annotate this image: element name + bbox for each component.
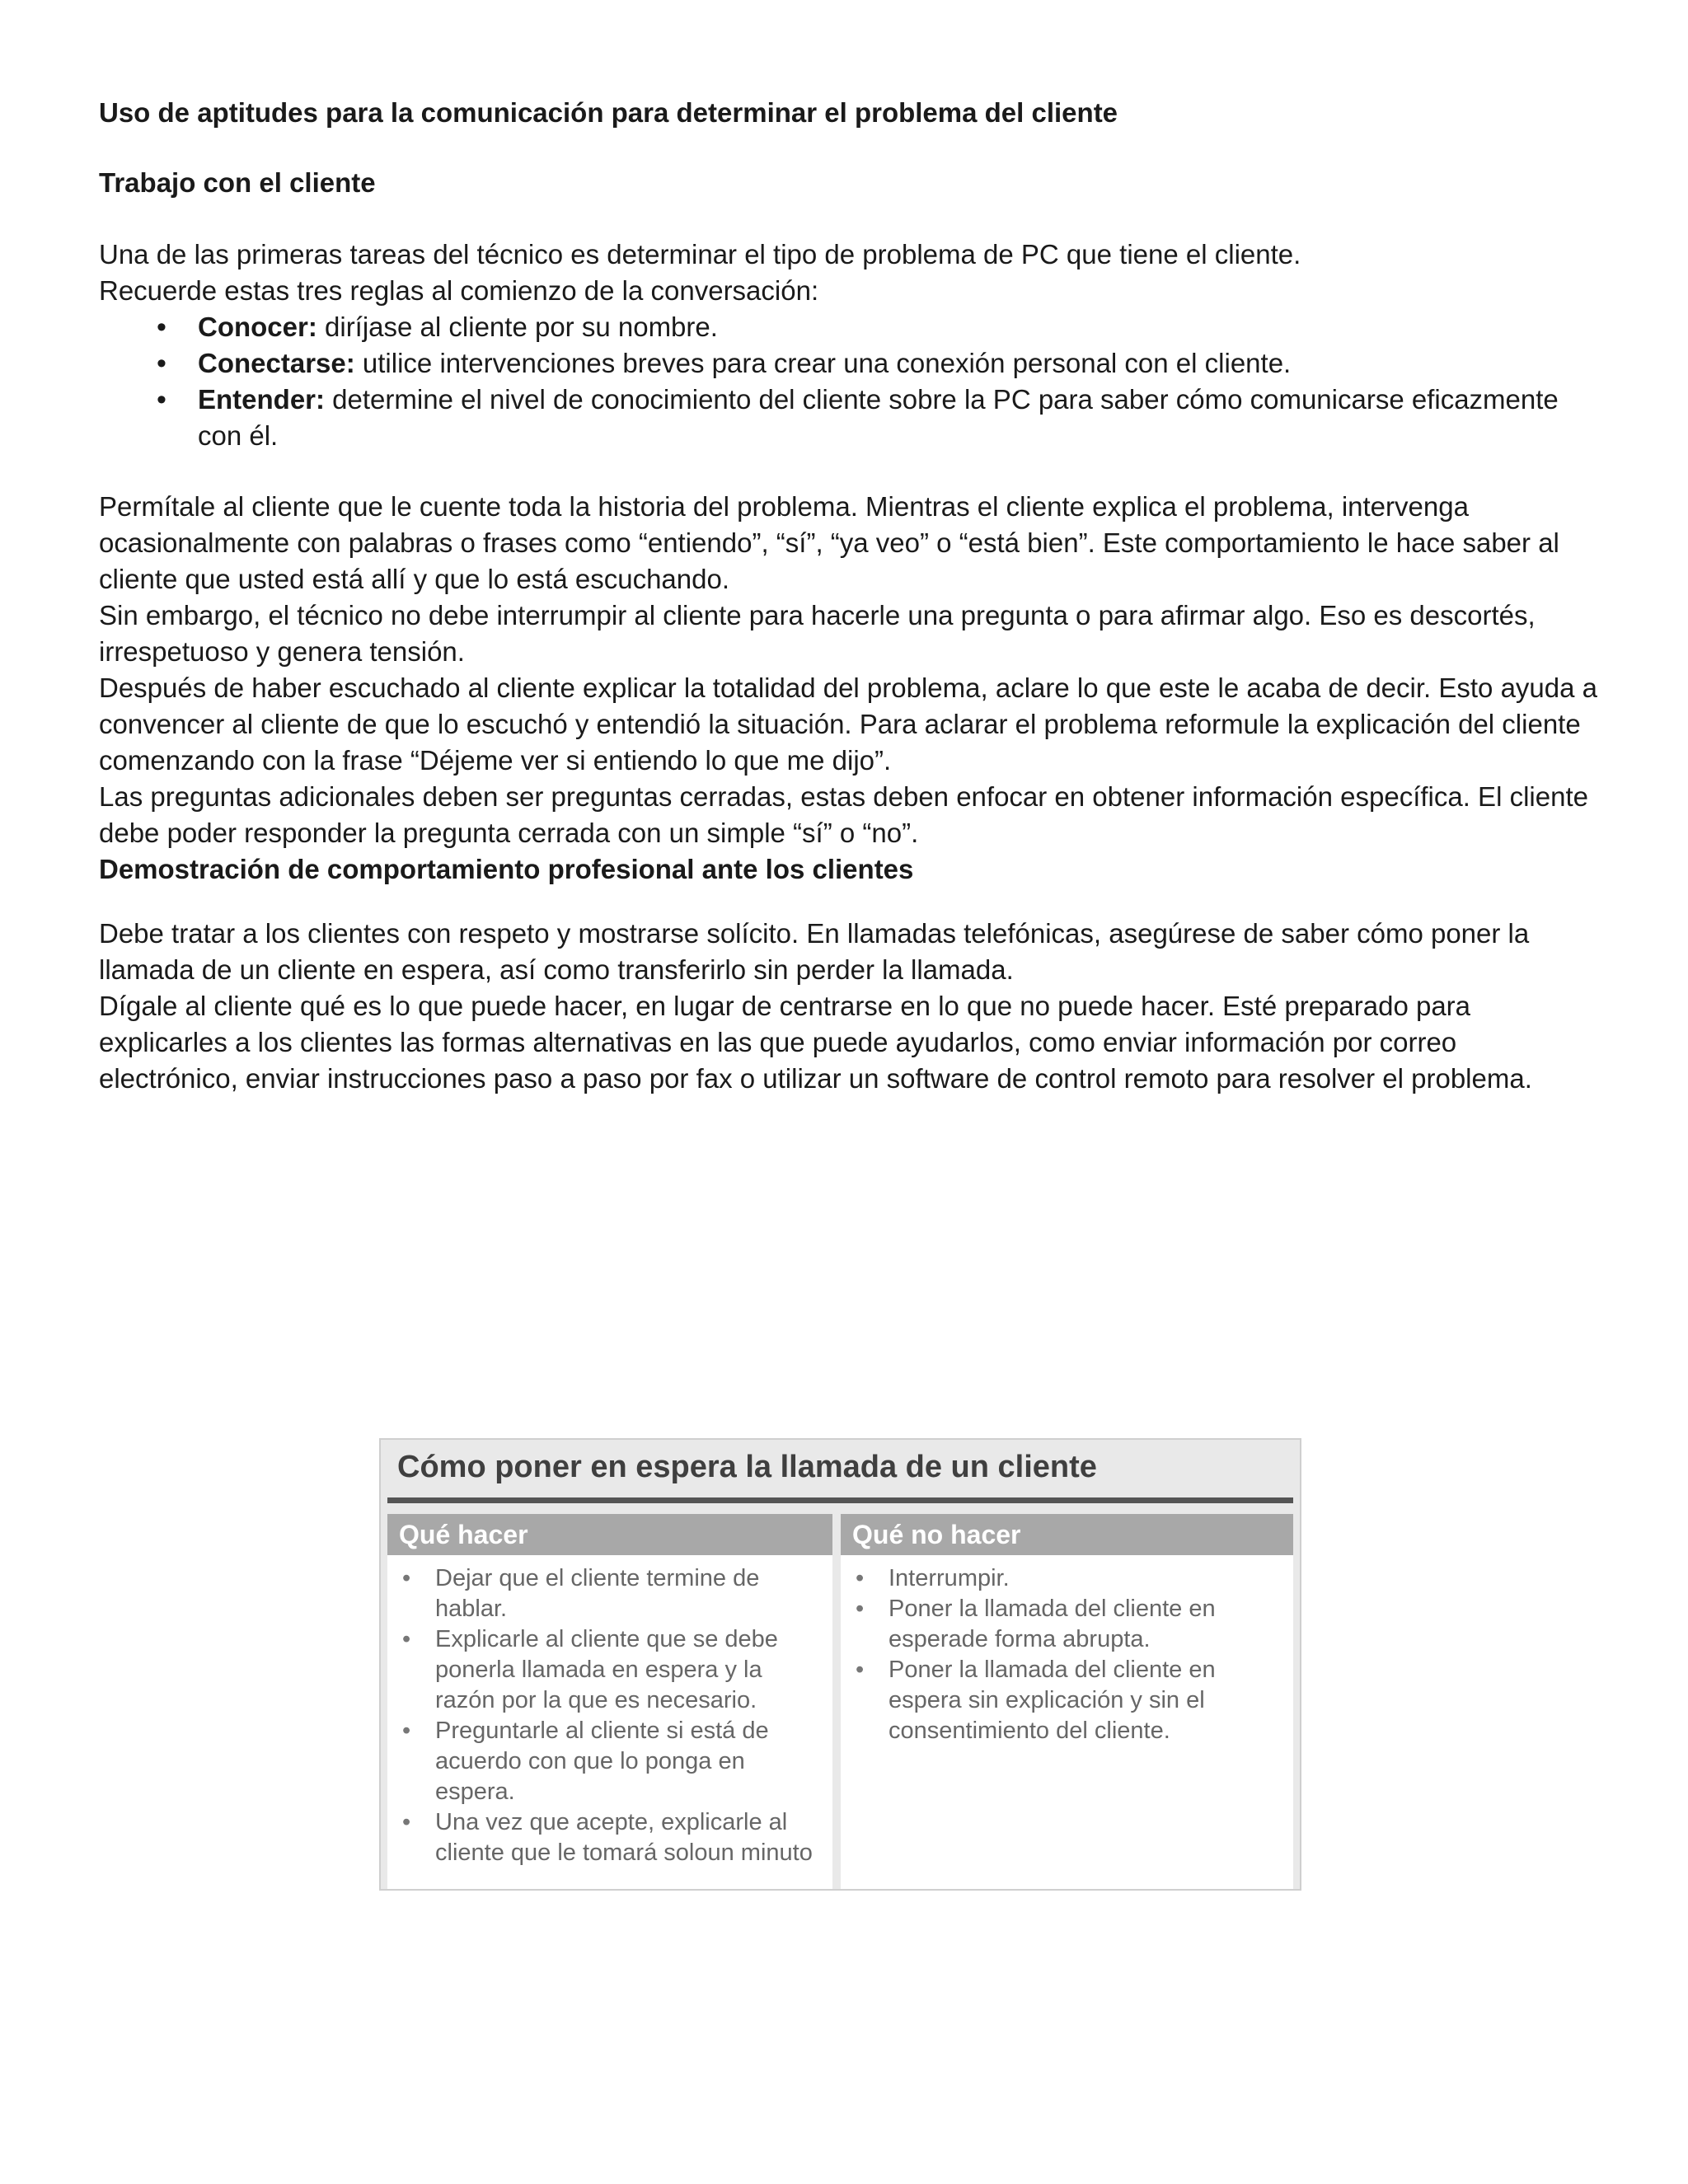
table-title-divider	[387, 1497, 1293, 1503]
rule-text: determine el nivel de conocimiento del cliente sobre la PC para saber cómo comunicarse eficazmente con él.	[198, 384, 1559, 451]
do-list	[387, 1555, 832, 1868]
paragraph-no-interrupt: Sin embargo, el técnico no debe interrumpir al cliente para hacerle una pregunta o para afirmar algo. Eso es descortés, irrespetuoso y genera tensión.	[99, 600, 1536, 667]
intro-paragraph: Una de las primeras tareas del técnico es determinar el tipo de problema de PC que tiene el cliente.	[99, 239, 1301, 269]
document-heading: Uso de aptitudes para la comunicación para determinar el problema del cliente	[99, 97, 1118, 128]
hold-call-table-figure	[379, 1438, 1301, 1891]
paragraph-listen: Permítale al cliente que le cuente toda la historia del problema. Mientras el cliente explica el problema, intervenga ocasionalmente con palabras o frases como “entiendo”, “sí”, “ya veo” o “está bien”. Este comportamiento le hace saber al cliente que usted está allí y que lo está escuchando.	[99, 491, 1559, 594]
dont-column-header: Qué no hacer	[841, 1514, 1293, 1555]
dont-column	[841, 1514, 1293, 1889]
paragraph-clarify: Después de haber escuchado al cliente explicar la totalidad del problema, aclare lo que este le acaba de decir. Esto ayuda a convencer al cliente de que lo escuchó y entendió la situación. Para aclarar el problema reformule la explicación del cliente comenzando con la frase “Déjeme ver si entiendo lo que me dijo”.	[99, 673, 1597, 776]
table-title: Cómo poner en espera la llamada de un cliente	[397, 1450, 1097, 1484]
section-title-professional-behavior: Demostración de comportamiento profesional ante los clientes	[99, 854, 914, 884]
rules-list	[99, 309, 1599, 454]
paragraph-respect: Debe tratar a los clientes con respeto y mostrarse solícito. En llamadas telefónicas, asegúrese de saber cómo poner la llamada de un cliente en espera, así como transferirlo sin perder la llamada.	[99, 918, 1530, 985]
rule-item	[198, 309, 1599, 345]
paragraph-closed-questions: Las preguntas adicionales deben ser preguntas cerradas, estas deben enfocar en obtener información específica. El cliente debe poder responder la pregunta cerrada con un simple “sí” o “no”.	[99, 781, 1588, 848]
do-item: • Dejar que el cliente termine de hablar.	[435, 1563, 816, 1624]
section-title-working-with-client: Trabajo con el cliente	[99, 167, 376, 198]
document-page	[99, 95, 1599, 1097]
do-column	[387, 1514, 832, 1889]
dont-list	[841, 1555, 1293, 1746]
rule-item	[198, 345, 1599, 382]
rule-text: utilice intervenciones breves para crear una conexión personal con el cliente.	[354, 348, 1292, 378]
do-item: • Preguntarle al cliente si está de acuerdo con que lo ponga en espera.	[435, 1716, 816, 1807]
do-item: • Explicarle al cliente que se debe ponerla llamada en espera y la razón por la que es necesario.	[435, 1624, 816, 1716]
rules-lead: Recuerde estas tres reglas al comienzo de la conversación:	[99, 275, 819, 306]
do-column-header: Qué hacer	[387, 1514, 832, 1555]
rule-item	[198, 382, 1599, 454]
rule-text: diríjase al cliente por su nombre.	[316, 312, 718, 342]
rule-term: Entender:	[198, 384, 326, 415]
dont-item: • Poner la llamada del cliente en espera sin explicación y sin el consentimiento del cliente.	[889, 1655, 1277, 1746]
rule-term: Conectarse:	[198, 348, 355, 378]
paragraph-alternatives: Dígale al cliente qué es lo que puede hacer, en lugar de centrarse en lo que no puede hacer. Esté preparado para explicarles a los clientes las formas alternativas en las que puede ayudarlos, como enviar información por correo electrónico, enviar instrucciones paso a paso por fax o utilizar un software de control remoto para resolver el problema.	[99, 991, 1532, 1094]
dont-item: • Interrumpir.	[889, 1563, 1277, 1594]
dont-item: • Poner la llamada del cliente en esperade forma abrupta.	[889, 1594, 1277, 1655]
rule-term: Conocer:	[198, 312, 317, 342]
do-item: • Una vez que acepte, explicarle al cliente que le tomará soloun minuto	[435, 1807, 816, 1868]
